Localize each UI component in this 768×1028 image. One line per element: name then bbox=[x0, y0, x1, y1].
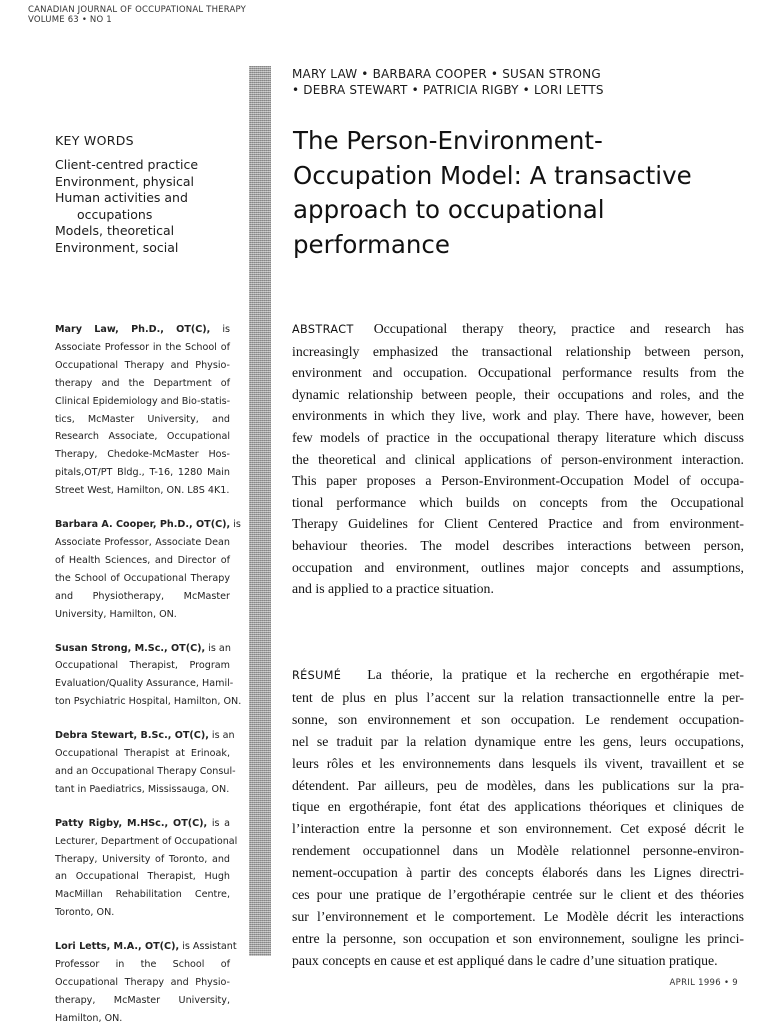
author-bio bbox=[55, 516, 241, 623]
author-bio bbox=[55, 815, 238, 922]
bio-first-line bbox=[55, 815, 230, 833]
bio-line: Street West, Hamilton, ON. L8S 4K1. bbox=[55, 485, 230, 497]
bio-first-line bbox=[55, 516, 241, 534]
authors-line-1: MARY LAW • BARBARA COOPER • SUSAN STRONG bbox=[292, 67, 601, 81]
bio-line: tics, McMaster University, and bbox=[55, 413, 230, 425]
bio-line: MacMillan Rehabilitation Centre, bbox=[55, 889, 230, 901]
author-bio bbox=[55, 727, 236, 799]
abstract-line bbox=[292, 318, 744, 341]
journal-title: CANADIAN JOURNAL OF OCCUPATIONAL THERAPY bbox=[28, 5, 247, 15]
decorative-stripe bbox=[249, 66, 271, 956]
bio-line: Therapy, Chedoke-McMaster Hos- bbox=[55, 449, 230, 461]
abstract-line: environments in which they live, work and play. There have, however, been bbox=[292, 408, 744, 424]
author-name: Mary Law, Ph.D., OT(C), bbox=[55, 324, 211, 335]
bio-first-line bbox=[55, 640, 230, 658]
abstract-line: Therapy Guidelines for Client Centered Practice and from environment- bbox=[292, 516, 744, 532]
bio-text: is bbox=[230, 519, 241, 531]
keywords-heading: KEY WORDS bbox=[55, 133, 134, 148]
bio-line: and Physiotherapy, McMaster bbox=[55, 590, 230, 602]
keyword-line: Models, theoretical bbox=[55, 223, 175, 238]
bio-line: Occupational Therapy and Physio- bbox=[55, 977, 230, 988]
keyword-line: Environment, social bbox=[55, 239, 179, 255]
keywords-section bbox=[55, 132, 240, 256]
bio-line: Associate Professor, Associate Dean bbox=[55, 536, 230, 548]
resume-line: paux concepts en cause et est appliqué dans le cadre d’une situation pratique. bbox=[292, 952, 718, 968]
title-line: approach to occupational bbox=[293, 195, 605, 224]
abstract-line: and is applied to a practice situation. bbox=[292, 581, 494, 597]
bio-line: Evaluation/Quality Assurance, Hamil- bbox=[55, 678, 234, 690]
abstract-text: Occupational therapy theory, practice and research has bbox=[373, 321, 744, 336]
resume-line: sonne, son environnement et son occupation. Le rendement occupation- bbox=[292, 711, 744, 727]
bio-first-line bbox=[55, 727, 235, 745]
keyword-item bbox=[55, 157, 240, 174]
resume-line: l’interaction entre la personne et son environnement. Cet exposé décrit le bbox=[292, 821, 744, 837]
author-name: Barbara A. Cooper, Ph.D., OT(C), bbox=[55, 519, 231, 531]
bio-text: is a bbox=[207, 817, 230, 829]
abstract-line: behaviour theories. The model describes interactions between person, bbox=[292, 537, 744, 553]
resume-text: La théorie, la pratique et la recherche en ergothérapie met- bbox=[367, 667, 744, 682]
keyword-line: Client-centred practice bbox=[55, 157, 199, 172]
bio-line: University, Hamilton, ON. bbox=[55, 608, 177, 620]
bio-line: Research Associate, Occupational bbox=[55, 431, 230, 443]
bio-line: pitals,OT/PT Bldg., T-16, 1280 Main bbox=[55, 467, 230, 479]
bio-line: Therapy, University of Toronto, and bbox=[55, 853, 230, 865]
resume-line: tique en ergothérapie, font état des applications théoriques et cliniques de bbox=[292, 799, 744, 815]
title-line: Occupation Model: A transactive bbox=[293, 160, 692, 190]
abstract-line: dynamic relationship between people, their occupations and roles, and the bbox=[292, 386, 744, 402]
bio-line: Associate Professor in the School of bbox=[55, 341, 230, 353]
keyword-line: Human activities and bbox=[55, 190, 188, 205]
keyword-item bbox=[55, 240, 240, 257]
resume-line: leurs rôles et les environnements dans lesquels ils vivent, travaillent et se bbox=[292, 755, 744, 771]
abstract-line: tional performance which builds on concepts from the Occupational bbox=[292, 494, 744, 510]
resume-line: entre la personne, son occupation et son environnement, souligne les princi- bbox=[292, 930, 744, 946]
author-bios bbox=[55, 321, 242, 1028]
bio-line: Clinical Epidemiology and Bio-statis- bbox=[55, 395, 231, 407]
resume-line: détendent. Par ailleurs, peu de modèles, dans les publications sur la pra- bbox=[292, 777, 744, 793]
bio-line: therapy, McMaster University, bbox=[55, 994, 230, 1006]
abstract-line: the theoretical and clinical applications of person-environment interaction. bbox=[292, 451, 744, 467]
resume-line: rendement occupationnel dans un Modèle relationnel personne-environ- bbox=[292, 843, 744, 859]
bio-line: Hamilton, ON. bbox=[55, 1012, 123, 1024]
author-bio bbox=[55, 640, 242, 712]
abstract-line: increasingly emphasized the transactional relationship between person, bbox=[292, 343, 744, 359]
abstract-line: few models of practice in the occupational therapy literature which discuss bbox=[292, 429, 744, 445]
keyword-item bbox=[55, 174, 240, 191]
keyword-item bbox=[55, 223, 240, 240]
keywords-list bbox=[55, 157, 240, 256]
bio-line: Occupational Therapy and Physio- bbox=[55, 359, 230, 371]
keyword-line: Environment, physical bbox=[55, 173, 195, 189]
bio-line: an Occupational Therapist, Hugh bbox=[55, 871, 230, 883]
title-line: performance bbox=[293, 229, 450, 259]
page-footer: APRIL 1996 • 9 bbox=[669, 978, 738, 988]
bio-line: Occupational Therapist, Program bbox=[55, 660, 230, 672]
author-bio bbox=[55, 321, 230, 500]
bio-text: is Assistant bbox=[179, 941, 237, 953]
resume-line: tent de plus en plus l’accent sur la relation transactionnelle entre la per- bbox=[292, 689, 744, 705]
author-bio bbox=[55, 938, 237, 1028]
bio-line: ton Psychiatric Hospital, Hamilton, ON. bbox=[55, 696, 242, 708]
bio-line: Lecturer, Department of Occupational bbox=[55, 835, 238, 847]
bio-line: tant in Paediatrics, Mississauga, ON. bbox=[55, 783, 230, 795]
authors-line-2: • DEBRA STEWART • PATRICIA RIGBY • LORI LETTS bbox=[292, 83, 604, 97]
keyword-item bbox=[55, 190, 240, 223]
abstract-line: This paper proposes a Person-Environment-Occupation Model of occupa- bbox=[292, 473, 744, 489]
bio-line: of Health Sciences, and Director of bbox=[55, 554, 230, 566]
author-name: Debra Stewart, B.Sc., OT(C), bbox=[55, 730, 209, 742]
resume-label: RÉSUMÉ bbox=[292, 669, 342, 682]
journal-header bbox=[28, 5, 246, 25]
resume-line bbox=[292, 664, 744, 687]
resume-line: nel se traduit par la relation dynamique entre les gens, leurs occupations, bbox=[292, 733, 744, 749]
keyword-line: occupations bbox=[77, 206, 153, 222]
abstract-section bbox=[292, 318, 744, 600]
resume-line: ces pour une pratique de l’ergothérapie centrée sur le client et des théories bbox=[292, 887, 744, 903]
journal-volume: VOLUME 63 • NO 1 bbox=[28, 15, 112, 25]
resume-line: nement-occupation à partir des concepts élaborés dans les Lignes directri- bbox=[292, 865, 744, 881]
author-name: Susan Strong, M.Sc., OT(C), bbox=[55, 642, 206, 654]
bio-text: is an bbox=[208, 730, 235, 742]
bio-line: the School of Occupational Therapy bbox=[55, 572, 230, 584]
author-name: Patty Rigby, M.HSc., OT(C), bbox=[55, 817, 208, 829]
bio-line: Professor in the School of bbox=[55, 959, 230, 971]
article-title bbox=[293, 124, 753, 262]
resume-line: sur l’environnement et le comportement. Le Modèle décrit les interactions bbox=[292, 908, 744, 924]
bio-text: is bbox=[210, 324, 231, 335]
bio-line: and an Occupational Therapy Consul- bbox=[55, 765, 236, 777]
abstract-label: ABSTRACT bbox=[292, 323, 354, 336]
bio-line: Toronto, ON. bbox=[55, 907, 115, 919]
resume-section bbox=[292, 664, 744, 972]
bio-text: is an bbox=[205, 642, 231, 654]
abstract-line: environment and occupation. Occupational performance results from the bbox=[292, 365, 744, 381]
bio-line: Occupational Therapist at Erinoak, bbox=[55, 748, 230, 760]
abstract-line: occupation and environment, outlines major concepts and assumptions, bbox=[292, 559, 744, 575]
title-line: The Person-Environment- bbox=[293, 126, 603, 155]
bio-first-line bbox=[55, 321, 230, 339]
bio-first-line bbox=[55, 938, 237, 956]
bio-line: therapy and the Department of bbox=[55, 377, 230, 389]
author-name: Lori Letts, M.A., OT(C), bbox=[55, 941, 180, 953]
